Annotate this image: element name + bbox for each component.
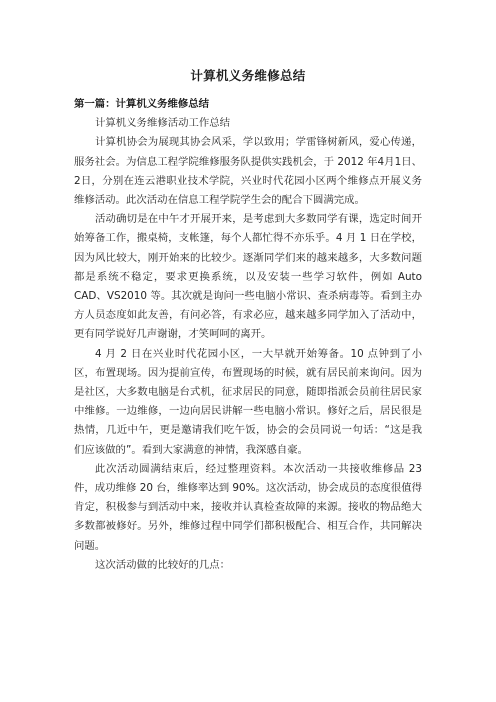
section-subtitle: 计算机义务维修活动工作总结	[95, 117, 231, 130]
body-paragraph: 计算机协会为展现其协会风采，学以致用；学雷锋树新风，爱心传递，服务社会。为信息工程学院维修服务队提供实践机会，于 2012 年4月1日、2日，分别在连云港职业技术学院，兴业时代花园小区两个维修点开展义务维修活动。此次活动在信息工程学院学生会的配合下圆满完成。	[74, 136, 422, 207]
document-body	[74, 95, 422, 575]
body-paragraph: 4 月 2 日在兴业时代花园小区，一大早就开始筹备。10 点钟到了小区，布置现场。因为提前宣传，布置现场的时候，就有居民前来询问。因为是社区，大多数电脑是台式机，征求居民的同意，随即指派会员前往居民家中维修。一边维修，一边向居民讲解一些电脑小常识。修好之后，居民很是热情，几近中午，更是邀请我们吃午饭，协会的会员同说一句话：“这是我们应该做的”。看到大家满意的神情，我深感自豪。	[74, 347, 422, 456]
body-paragraph: 这次活动做的比较好的几点：	[95, 558, 231, 571]
body-paragraph: 此次活动圆满结束后，经过整理资料。本次活动一共接收维修品 23 件，成功维修 20 台，维修率达到 90%。这次活动，协会成员的态度很值得肯定，积极参与到活动中来，接收并认真检查故障的来源。接收的物品绝大多数都被修好。另外，维修过程中同学们都积极配合、相互合作，共同解决问题。	[74, 462, 422, 552]
body-paragraph: 活动确切是在中午才开展开来，是考虑到大多数同学有课，选定时间开始筹备工作，搬桌椅，支帐篷，每个人都忙得不亦乐乎。4 月 1 日在学校，因为风比较大，刚开始来的比较少。逐渐同学们来的越来越多，大多数问题都是系统不稳定，要求更换系统，以及安装一些学习软件，例如 Auto CAD、VS2010 等。其次就是询问一些电脑小常识、查杀病毒等。看到主办方人员态度如此友善，有问必答，有求必应，越来越多同学加入了活动中，更有同学说好几声谢谢，才笑呵呵的离开。	[74, 213, 422, 341]
document-title: 计算机义务维修总结	[190, 68, 306, 83]
section-heading: 第一篇：计算机义务维修总结	[74, 98, 210, 110]
